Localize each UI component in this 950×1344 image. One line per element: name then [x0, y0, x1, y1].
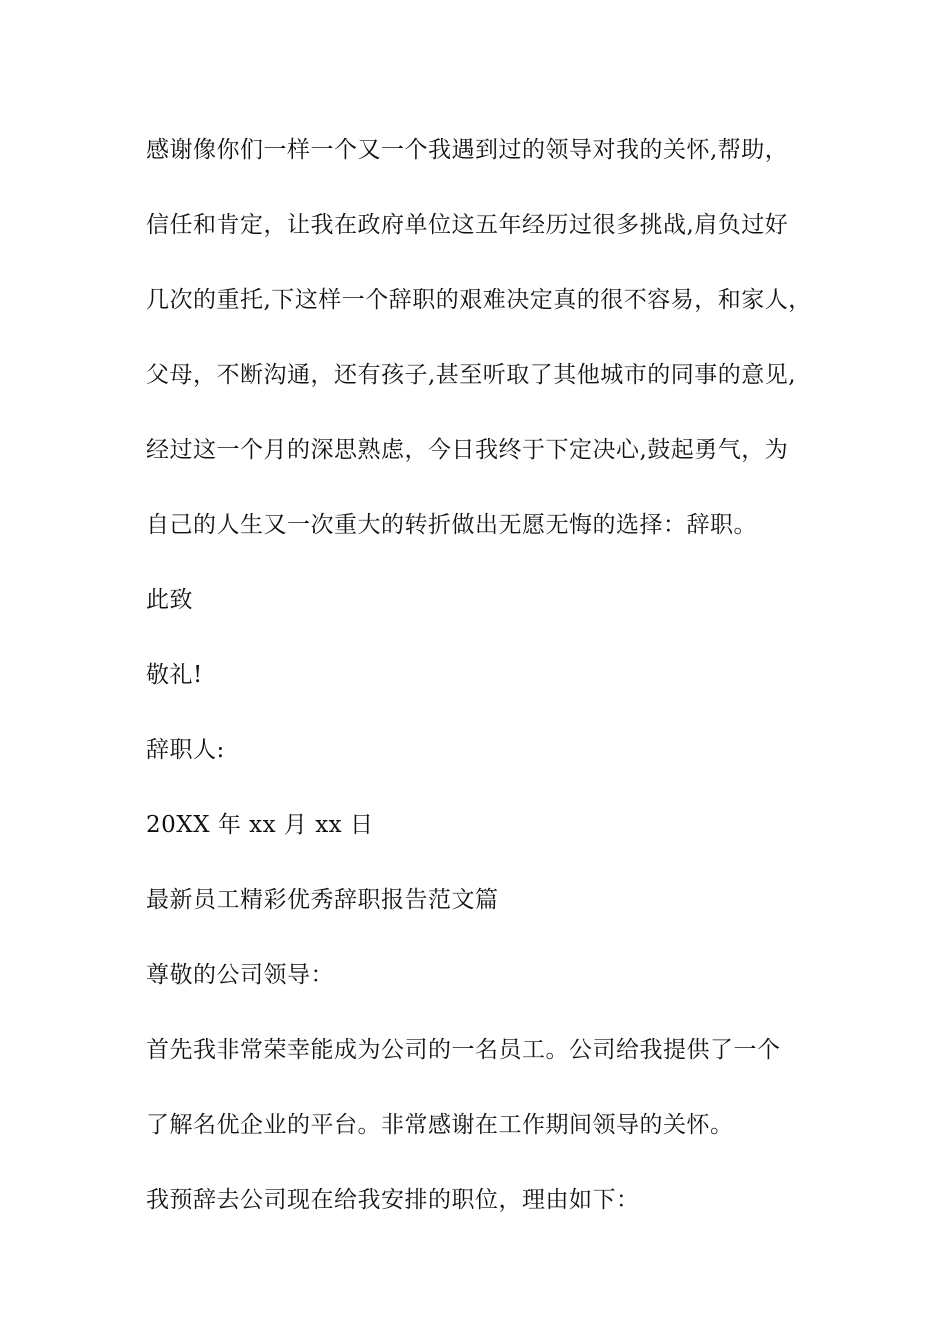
- paragraph-line-3: 几次的重托,下这样一个辞职的艰难决定真的很不容易，和家人，: [146, 287, 812, 313]
- paragraph-line-9: 我预辞去公司现在给我安排的职位，理由如下：: [146, 1187, 640, 1213]
- closing-regards: 敬礼!: [146, 662, 203, 688]
- section-title: 最新员工精彩优秀辞职报告范文篇: [146, 887, 499, 913]
- greeting-line: 尊敬的公司领导：: [146, 962, 334, 988]
- paragraph-line-2: 信任和肯定，让我在政府单位这五年经历过很多挑战,肩负过好: [146, 212, 789, 238]
- paragraph-line-1: 感谢像你们一样一个又一个我遇到过的领导对我的关怀,帮助，: [146, 137, 789, 163]
- closing-salutation: 此致: [146, 587, 193, 613]
- date-line: 20XX 年 xx 月 xx 日: [146, 812, 374, 838]
- paragraph-line-6: 自己的人生又一次重大的转折做出无愿无悔的选择：辞职。: [146, 512, 757, 538]
- paragraph-line-7: 首先我非常荣幸能成为公司的一名员工。公司给我提供了一个: [146, 1037, 781, 1063]
- paragraph-line-8: 了解名优企业的平台。非常感谢在工作期间领导的关怀。: [146, 1112, 734, 1138]
- paragraph-line-5: 经过这一个月的深思熟虑，今日我终于下定决心,鼓起勇气，为: [146, 437, 789, 463]
- paragraph-line-4: 父母，不断沟通，还有孩子,甚至听取了其他城市的同事的意见,: [146, 362, 797, 388]
- signature-label: 辞职人:: [146, 737, 225, 763]
